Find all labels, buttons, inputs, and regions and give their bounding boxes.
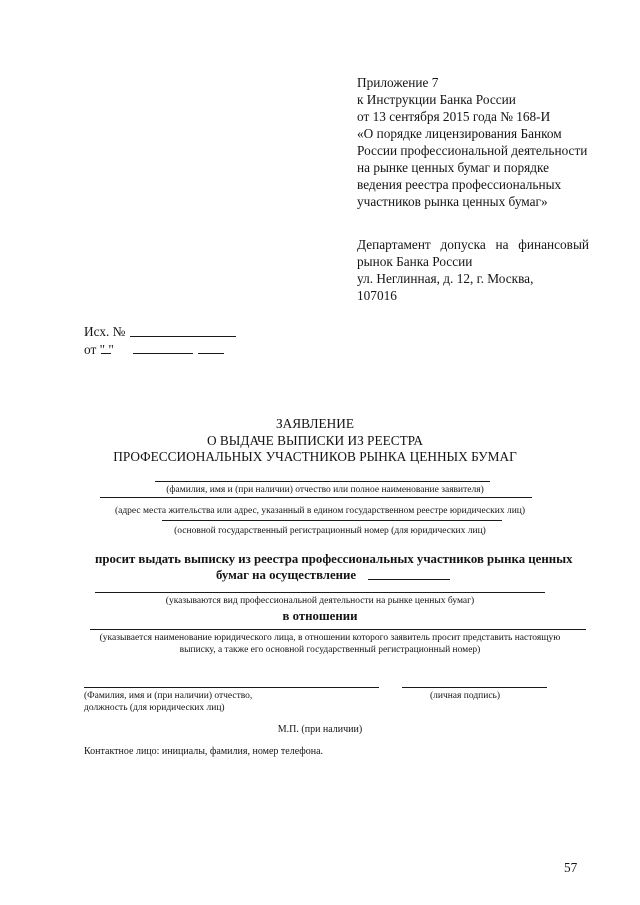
title-line: ЗАЯВЛЕНИЕ [276,416,354,431]
activity-type-line[interactable] [95,592,545,593]
caption-line: (Фамилия, имя и (при наличии) отчество, [84,691,253,701]
contact-person-note: Контактное лицо: инициалы, фамилия, номер телефона. [84,746,324,757]
request-line-1: просит выдать выписку из реестра профессиональных участников рынка ценных [95,552,573,566]
signatory-caption [84,690,252,714]
ogrn-line[interactable] [162,520,502,521]
outgoing-date-label: от " " [84,342,114,357]
appendix-line: участников рынка ценных бумаг» [357,194,548,209]
activity-inline-line[interactable] [368,579,450,580]
address-caption: (адрес места жительства или адрес, указанный в едином государственном реестре юридических лиц) [114,506,526,516]
caption-line: выписку, а также его основной государственный регистрационный номер) [179,645,481,655]
applicant-name-caption: (фамилия, имя и (при наличии) отчество или полное наименование заявителя) [166,485,484,495]
activity-type-caption: (указываются вид профессиональной деятельности на рынке ценных бумаг) [165,596,475,606]
statement-title [90,416,540,466]
page-number: 57 [564,860,578,875]
outgoing-month-line[interactable] [133,353,193,354]
signature-line[interactable] [402,687,547,688]
appendix-line: от 13 сентября 2015 года № 168-И [357,109,551,124]
ogrn-caption: (основной государственный регистрационный номер (для юридических лиц) [174,526,486,536]
in-relation-label: в отношении [282,609,358,623]
recipient-line: Департамент допуска на финансовый [357,237,589,252]
outgoing-year-line[interactable] [198,353,224,354]
signature-caption: (личная подпись) [429,691,501,701]
signatory-name-line[interactable] [84,687,379,688]
caption-line: должность (для юридических лиц) [84,703,225,713]
recipient-line: ул. Неглинная, д. 12, г. Москва, [357,271,534,286]
legal-entity-line[interactable] [90,629,586,630]
seal-note: М.П. (при наличии) [277,724,363,735]
outgoing-day-line[interactable] [101,353,111,354]
outgoing-number-line[interactable] [130,336,236,337]
address-line[interactable] [100,497,532,498]
title-line: ПРОФЕССИОНАЛЬНЫХ УЧАСТНИКОВ РЫНКА ЦЕННЫХ БУМАГ [113,449,517,464]
recipient-line: рынок Банка России [357,254,473,269]
appendix-line: Приложение 7 [357,75,439,90]
recipient-line: 107016 [357,288,397,303]
legal-entity-caption [80,632,580,656]
appendix-line: «О порядке лицензирования Банком [357,126,562,141]
title-line: О ВЫДАЧЕ ВЫПИСКИ ИЗ РЕЕСТРА [207,432,423,448]
appendix-header [357,74,617,210]
appendix-line: России профессиональной деятельности [357,143,588,158]
appendix-line: к Инструкции Банка России [357,92,516,107]
caption-line: (указывается наименование юридического лица, в отношении которого заявитель просит представить настоящую [99,633,561,643]
appendix-line: ведения реестра профессиональных [357,177,562,192]
applicant-name-line[interactable] [155,481,490,482]
recipient-block [357,236,589,304]
appendix-line: на рынке ценных бумаг и порядке [357,160,550,175]
request-line-2: бумаг на осуществление [216,568,357,582]
outgoing-number-label: Исх. № [84,324,126,339]
